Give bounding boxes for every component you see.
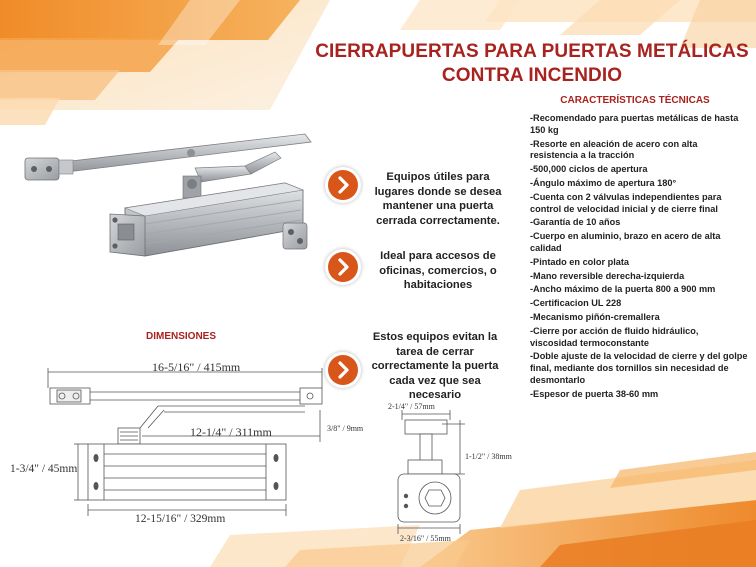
spec-item: -Doble ajuste de la velocidad de cierre y del golpe final, mediante dos tornillos sin necesidad de desmontarlo (530, 351, 748, 385)
spec-item: -Recomendado para puertas metálicas de hasta 150 kg (530, 113, 739, 135)
spec-item: -Pintado en color plata (530, 256, 630, 267)
body-height-label: 1-3/4" / 45mm (10, 463, 78, 475)
title-line-1: CIERRAPUERTAS PARA PUERTAS METÁLICAS (315, 41, 749, 62)
spec-item: -Ángulo máximo de apertura 180° (530, 177, 677, 188)
arm-offset-label: 3/8" / 9mm (327, 424, 364, 433)
spec-item: -Mecanismo piñón-cremallera (530, 311, 660, 322)
page-title (312, 40, 752, 88)
arm-reach-label: 12-1/4" / 311mm (190, 425, 272, 439)
title-line-2: CONTRA INCENDIO (441, 65, 623, 86)
spec-item: -500,000 ciclos de apertura (530, 164, 648, 175)
feature-3-text: Estos equipos evitan la tarea de cerrar correctamente la puerta cada vez que sea necesario (371, 331, 499, 401)
spec-item: -Cierre por acción de fluido hidráulico, viscosidad termoconstante (530, 325, 699, 348)
arm-length-label: 16-5/16" / 415mm (152, 360, 241, 374)
side-width-label: 2-3/16" / 55mm (400, 534, 451, 543)
spec-item: -Garantía de 10 años (530, 217, 621, 228)
spec-item: -Espesor de puerta 38-60 mm (530, 388, 659, 399)
spec-item: -Cuenta con 2 válvulas independientes para control de velocidad inicial y de cierre final (530, 191, 722, 214)
feature-2-text: Ideal para accesos de oficinas, comercios, o habitaciones (379, 250, 497, 291)
dimension-drawing-front (0, 350, 360, 530)
body-length-label: 12-15/16" / 329mm (135, 513, 226, 525)
specs-heading: CARACTERÍSTICAS TÉCNICAS (560, 95, 710, 106)
side-top-label: 2-1/4" / 57mm (388, 402, 435, 411)
spec-item: -Cuerpo en aluminio, brazo en acero de alta calidad (530, 231, 721, 253)
spec-item: -Ancho máximo de la puerta 800 a 900 mm (530, 284, 716, 295)
spec-item: -Resorte en aleación de acero con alta resistencia a la tracción (530, 138, 698, 161)
feature-1-arrow-icon (328, 170, 358, 200)
door-closer-product-image (15, 128, 325, 278)
feature-1-text: Equipos útiles para lugares donde se desea mantener una puerta cerrada correctamente. (374, 171, 502, 227)
spec-item: -Certificacion UL 228 (530, 298, 622, 309)
dimensions-heading: DIMENSIONES (146, 331, 217, 342)
spec-item: -Mano reversible derecha-izquierda (530, 270, 685, 281)
side-height-label: 1-1/2" / 38mm (465, 452, 512, 461)
feature-2-arrow-icon (328, 252, 358, 282)
specs-list (530, 113, 748, 403)
dimension-drawing-side (380, 398, 520, 548)
